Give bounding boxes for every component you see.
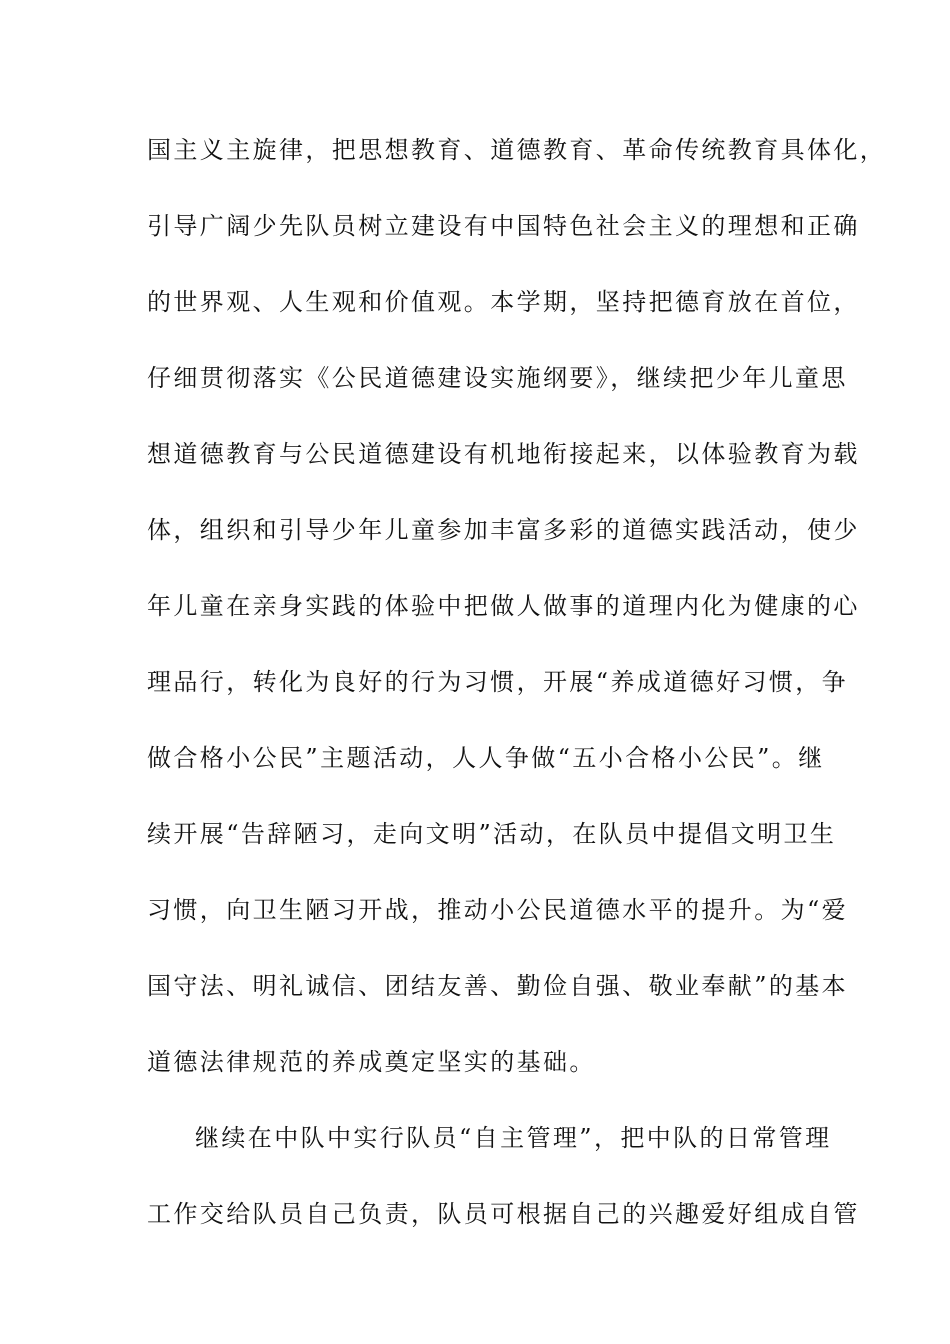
paragraph-line: 想道德教育与公民道德建设有机地衔接起来，以体验教育为载 [147,440,860,468]
paragraph-line: 道德法律规范的养成奠定坚实的基础。 [147,1048,596,1076]
paragraph-line: 年儿童在亲身实践的体验中把做人做事的道理内化为健康的心 [147,592,860,620]
paragraph-line: 的世界观、人生观和价值观。本学期，坚持把德育放在首位， [147,288,860,316]
paragraph-line: 体，组织和引导少年儿童参加丰富多彩的道德实践活动，使少 [147,516,860,544]
paragraph-line: 工作交给队员自己负责，队员可根据自己的兴趣爱好组成自管 [147,1200,860,1228]
paragraph-line: 做合格小公民”主题活动，人人争做“五小合格小公民”。继 [147,744,825,772]
paragraph-line: 国主义主旋律，把思想教育、道德教育、革命传统教育具体化， [147,136,887,164]
paragraph-first-line: 继续在中队中实行队员“自主管理”，把中队的日常管理 [195,1124,832,1152]
paragraph-line: 引导广阔少先队员树立建设有中国特色社会主义的理想和正确 [147,212,860,240]
paragraph-line: 仔细贯彻落实《公民道德建设实施纲要》，继续把少年儿童思 [147,364,848,392]
paragraph-line: 习惯，向卫生陋习开战，推动小公民道德水平的提升。为“爱 [147,896,849,924]
paragraph-line: 国守法、明礼诚信、团结友善、勤俭自强、敬业奉献”的基本 [147,972,849,1000]
paragraph-line: 续开展“告辞陋习，走向文明”活动，在队员中提倡文明卫生 [147,820,837,848]
paragraph-line: 理品行，转化为良好的行为习惯，开展“养成道德好习惯，争 [147,668,849,696]
